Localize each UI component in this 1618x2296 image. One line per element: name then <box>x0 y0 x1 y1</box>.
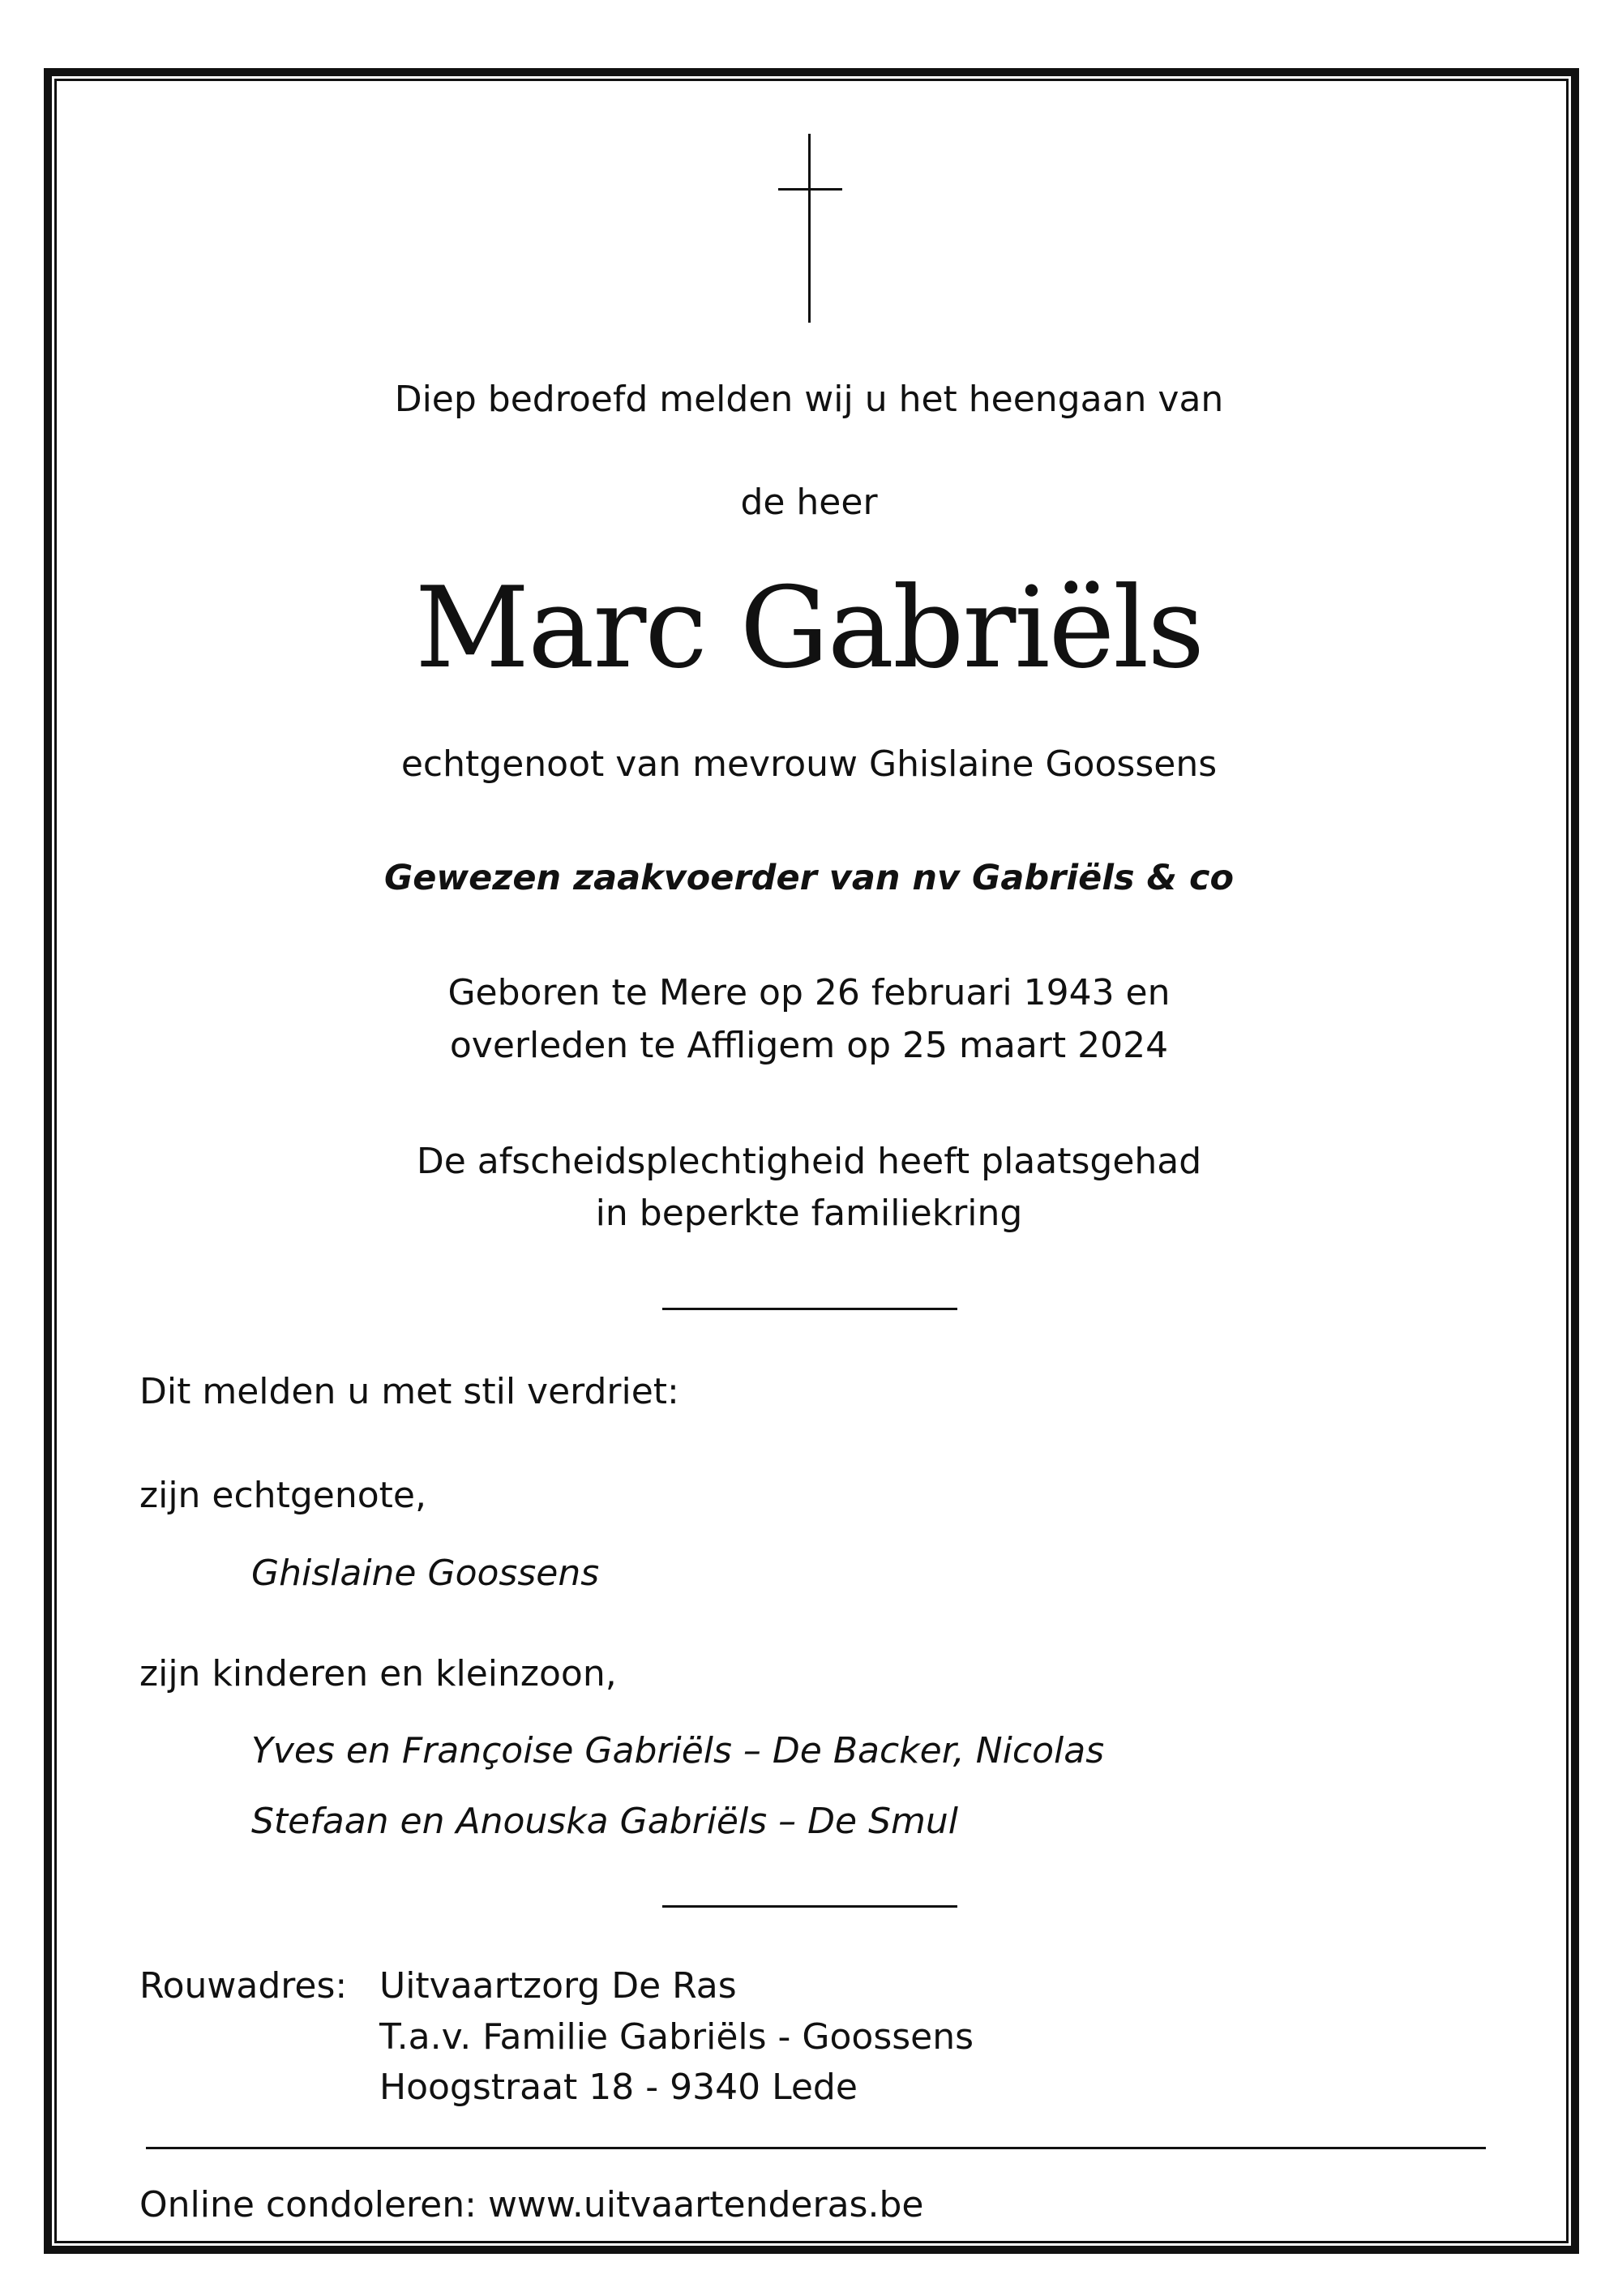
spouse-name: Ghislaine Goossens <box>251 1553 600 1594</box>
ceremony-line-2: in beperkte familiekring <box>595 1193 1023 1234</box>
spouse-label: zijn echtgenote, <box>139 1475 426 1516</box>
cross-vertical-bar <box>808 134 811 323</box>
spouse-line: echtgenoot van mevrouw Ghislaine Goossens <box>400 743 1218 785</box>
address-line-3: Hoogstraat 18 - 9340 Lede <box>379 2067 858 2108</box>
cross-horizontal-bar <box>778 188 842 191</box>
address-line-2: T.a.v. Familie Gabriëls - Goossens <box>379 2016 974 2058</box>
role-line: Gewezen zaakvoerder van nv Gabriëls & co <box>383 858 1235 898</box>
intro-text: Diep bedroefd melden wij u het heengaan van <box>394 379 1224 420</box>
divider-short-1 <box>662 1308 957 1310</box>
child-family-1: Yves en Françoise Gabriëls – De Backer, Nicolas <box>251 1730 1105 1771</box>
address-label: Rouwadres: <box>139 1965 348 2007</box>
online-condolence: Online condoleren: www.uitvaartenderas.be <box>139 2184 924 2225</box>
family-intro: Dit melden u met stil verdriet: <box>139 1371 679 1412</box>
deceased-name: Marc Gabriëls <box>414 563 1204 693</box>
child-family-2: Stefaan en Anouska Gabriëls – De Smul <box>251 1801 958 1842</box>
children-label: zijn kinderen en kleinzoon, <box>139 1653 617 1694</box>
birth-line: Geboren te Mere op 26 februari 1943 en <box>447 972 1171 1013</box>
divider-long <box>146 2147 1486 2149</box>
address-line-1: Uitvaartzorg De Ras <box>379 1965 737 2007</box>
honorific: de heer <box>740 482 878 523</box>
death-line: overleden te Affligem op 25 maart 2024 <box>449 1025 1169 1066</box>
divider-short-2 <box>662 1905 957 1908</box>
ceremony-line-1: De afscheidsplechtigheid heeft plaatsgehad <box>416 1141 1202 1182</box>
